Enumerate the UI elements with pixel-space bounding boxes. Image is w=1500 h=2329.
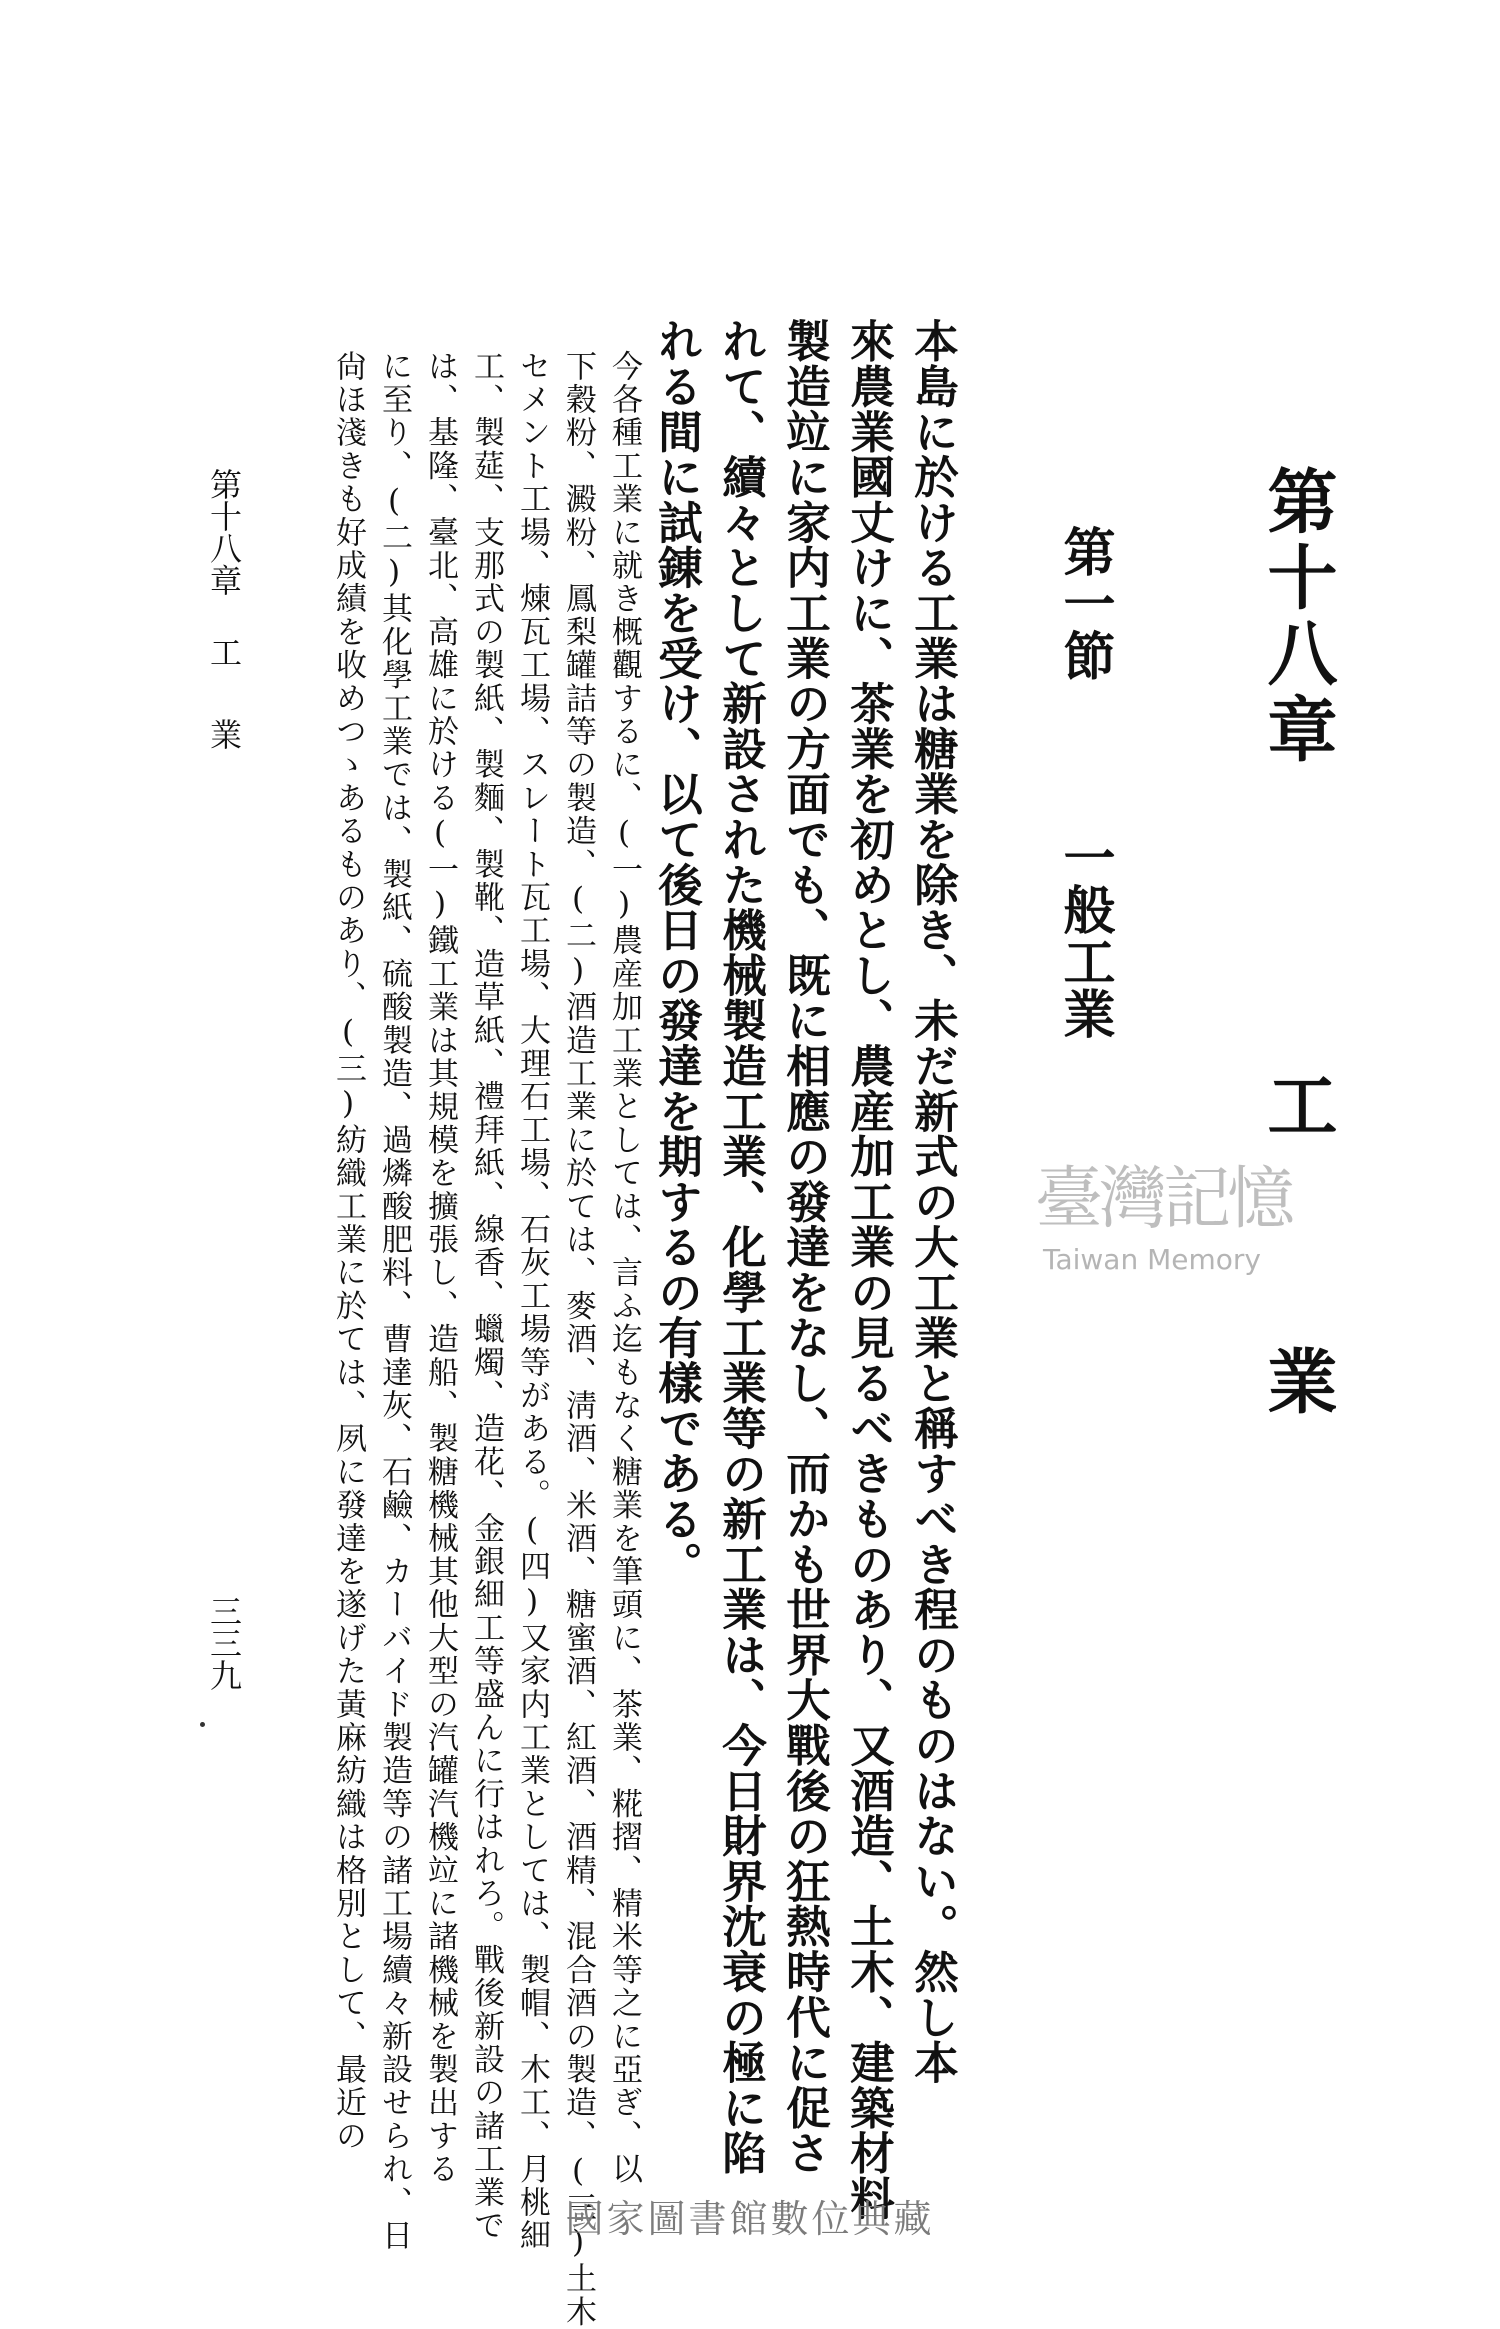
body-column: に至り、(二)其化學工業では、製紙、硫酸製造、過燐酸肥料、曹達灰、石鹼、カーバイド製造等の諸工場續々新設せられ、日 xyxy=(376,350,412,2253)
chapter-number: 第十八章 xyxy=(1256,465,1339,769)
intro-column: 本島に於ける工業は糖業を除き、未だ新式の大工業と稱すべき程のものはない。然し本 xyxy=(906,318,959,2085)
chapter-title xyxy=(1256,465,1339,1421)
scan-speck xyxy=(200,1722,205,1727)
watermark xyxy=(1035,1145,1292,1276)
body-column: 今各種工業に就き概觀するに、(一)農産加工業としては、言ふ迄もなく糖業を筆頭に、茶業、糀摺、精米等之に亞ぎ、以 xyxy=(606,350,642,2186)
section-name: 一般工業 xyxy=(1054,831,1115,1039)
watermark-logo-text: 臺灣記憶 xyxy=(1035,1160,1292,1239)
library-credit: 國家圖書館數位典藏 xyxy=(565,2197,935,2241)
running-footer xyxy=(205,468,243,800)
section-label: 第一節 xyxy=(1054,525,1115,681)
running-footer-topic: 工業 xyxy=(205,636,243,800)
body-column: 工、製莚、支那式の製紙、製麵、製靴、造草紙、禮拜紙、線香、蠟燭、造花、金銀細工等盛んに行はれろ。戰後新設の諸工業で xyxy=(468,350,504,2243)
intro-column: れて、續々として新設された機械製造工業、化學工業等の新工業は、今日財界沈衰の極に陷 xyxy=(714,318,767,2176)
body-column: 下穀粉、澱粉、鳳梨罐詰等の製造、(二)酒造工業に於ては、麥酒、淸酒、米酒、糖蜜酒、紅酒、酒精、混合酒の製造、(三)土木 xyxy=(560,350,596,2329)
chapter-topic-first: 工 xyxy=(1256,1069,1339,1145)
watermark-english: Taiwan Memory xyxy=(1043,1243,1261,1276)
chapter-topic-last: 業 xyxy=(1256,1345,1339,1421)
body-column: セメント工場、煉瓦工場、スレート瓦工場、大理石工場、石灰工場等がある。(四)又家内工業としては、製帽、木工、月桃細 xyxy=(514,350,550,2253)
body-column: 尙ほ淺きも好成績を收めつゝあるものあり、(三)紡織工業に於ては、夙に發達を遂げた黃麻紡織は格別として、最近の xyxy=(330,350,366,2153)
intro-column: 來農業國丈けに、茶業を初めとし、農産加工業の見るべきものあり、又酒造、土木、建築材料 xyxy=(842,318,895,2221)
body-column: は、基隆、臺北、高雄に於ける(一)鐵工業は其規模を擴張し、造船、製糖機械其他大型の汽罐汽機竝に諸機械を製出する xyxy=(422,350,458,2186)
page-number: 三三九 xyxy=(205,1595,243,1691)
section-title xyxy=(1054,525,1115,1039)
intro-column: れる間に試錬を受け、以て後日の發達を期するの有樣である。 xyxy=(650,318,703,1587)
intro-column: 製造竝に家内工業の方面でも、既に相應の發達をなし、而かも世界大戰後の狂熱時代に促さ xyxy=(778,318,831,2176)
running-footer-chapter: 第十八章 xyxy=(205,468,243,596)
